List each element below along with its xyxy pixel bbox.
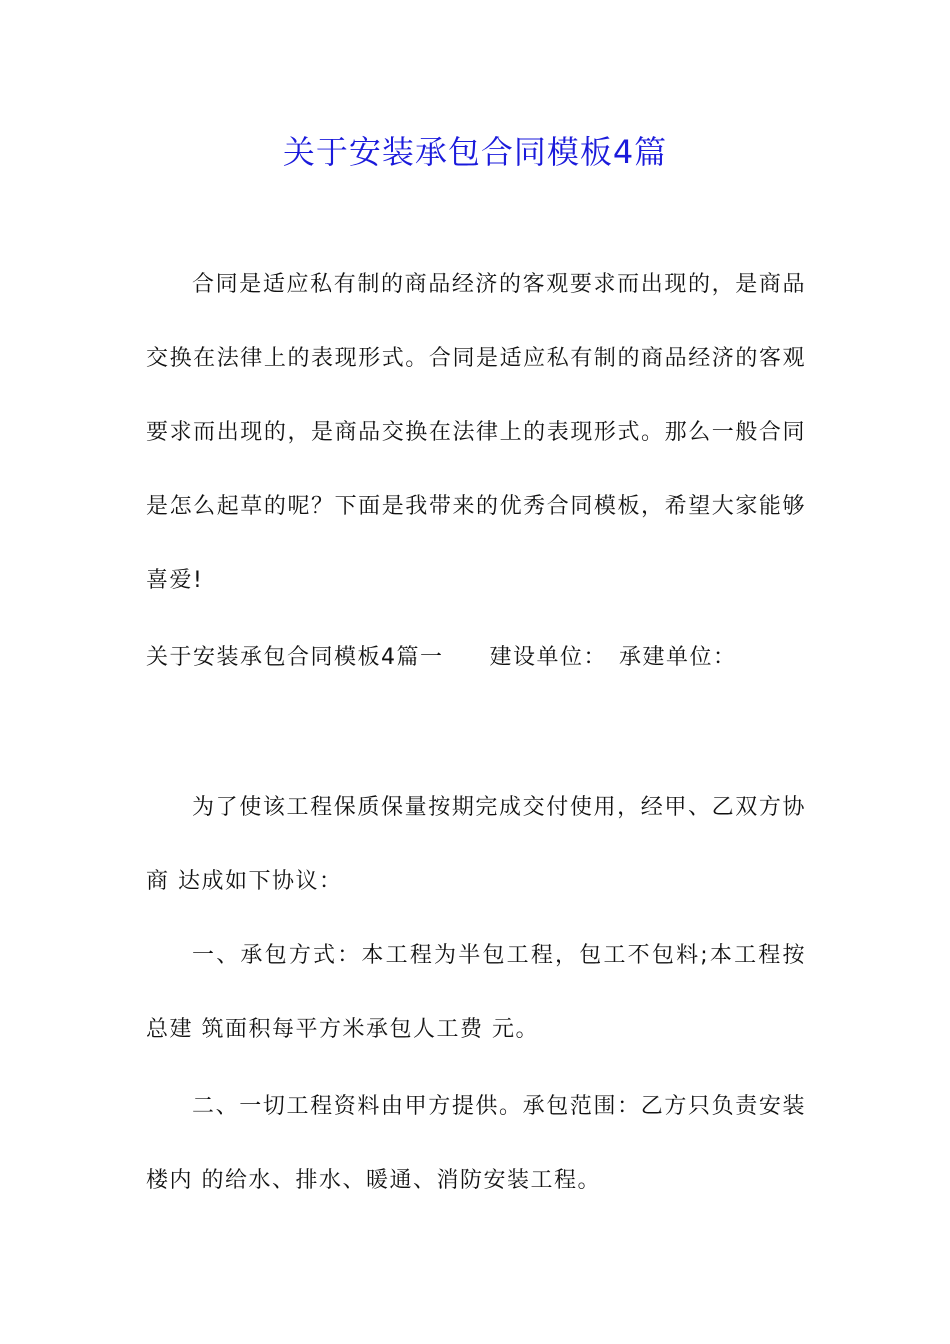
party-a-label: 建设单位： (489, 645, 608, 670)
agreement-paragraph: 为了使该工程保质保量按期完成交付使用，经甲、乙双方协商 达成如下协议： (146, 795, 806, 894)
section-heading-line (146, 638, 826, 678)
party-b-label: 承建单位： (619, 645, 737, 670)
clause-1-paragraph: 一、承包方式：本工程为半包工程，包工不包料;本工程按总建 筑面积每平方米承包人工费 元。 (146, 943, 806, 1042)
clause-2-paragraph: 二、一切工程资料由甲方提供。承包范围：乙方只负责安装楼内 的给水、排水、暖通、消防安装工程。 (146, 1094, 806, 1193)
section-heading: 关于安装承包合同模板4篇一 (146, 645, 444, 670)
intro-paragraph: 合同是适应私有制的商品经济的客观要求而出现的，是商品交换在法律上的表现形式。合同是适应私有制的商品经济的客观要求而出现的，是商品交换在法律上的表现形式。那么一般合同是怎么起草的呢？下面是我带来的优秀合同模板，希望大家能够喜爱! (146, 272, 806, 593)
document-title: 关于安装承包合同模板4篇 (282, 133, 668, 171)
